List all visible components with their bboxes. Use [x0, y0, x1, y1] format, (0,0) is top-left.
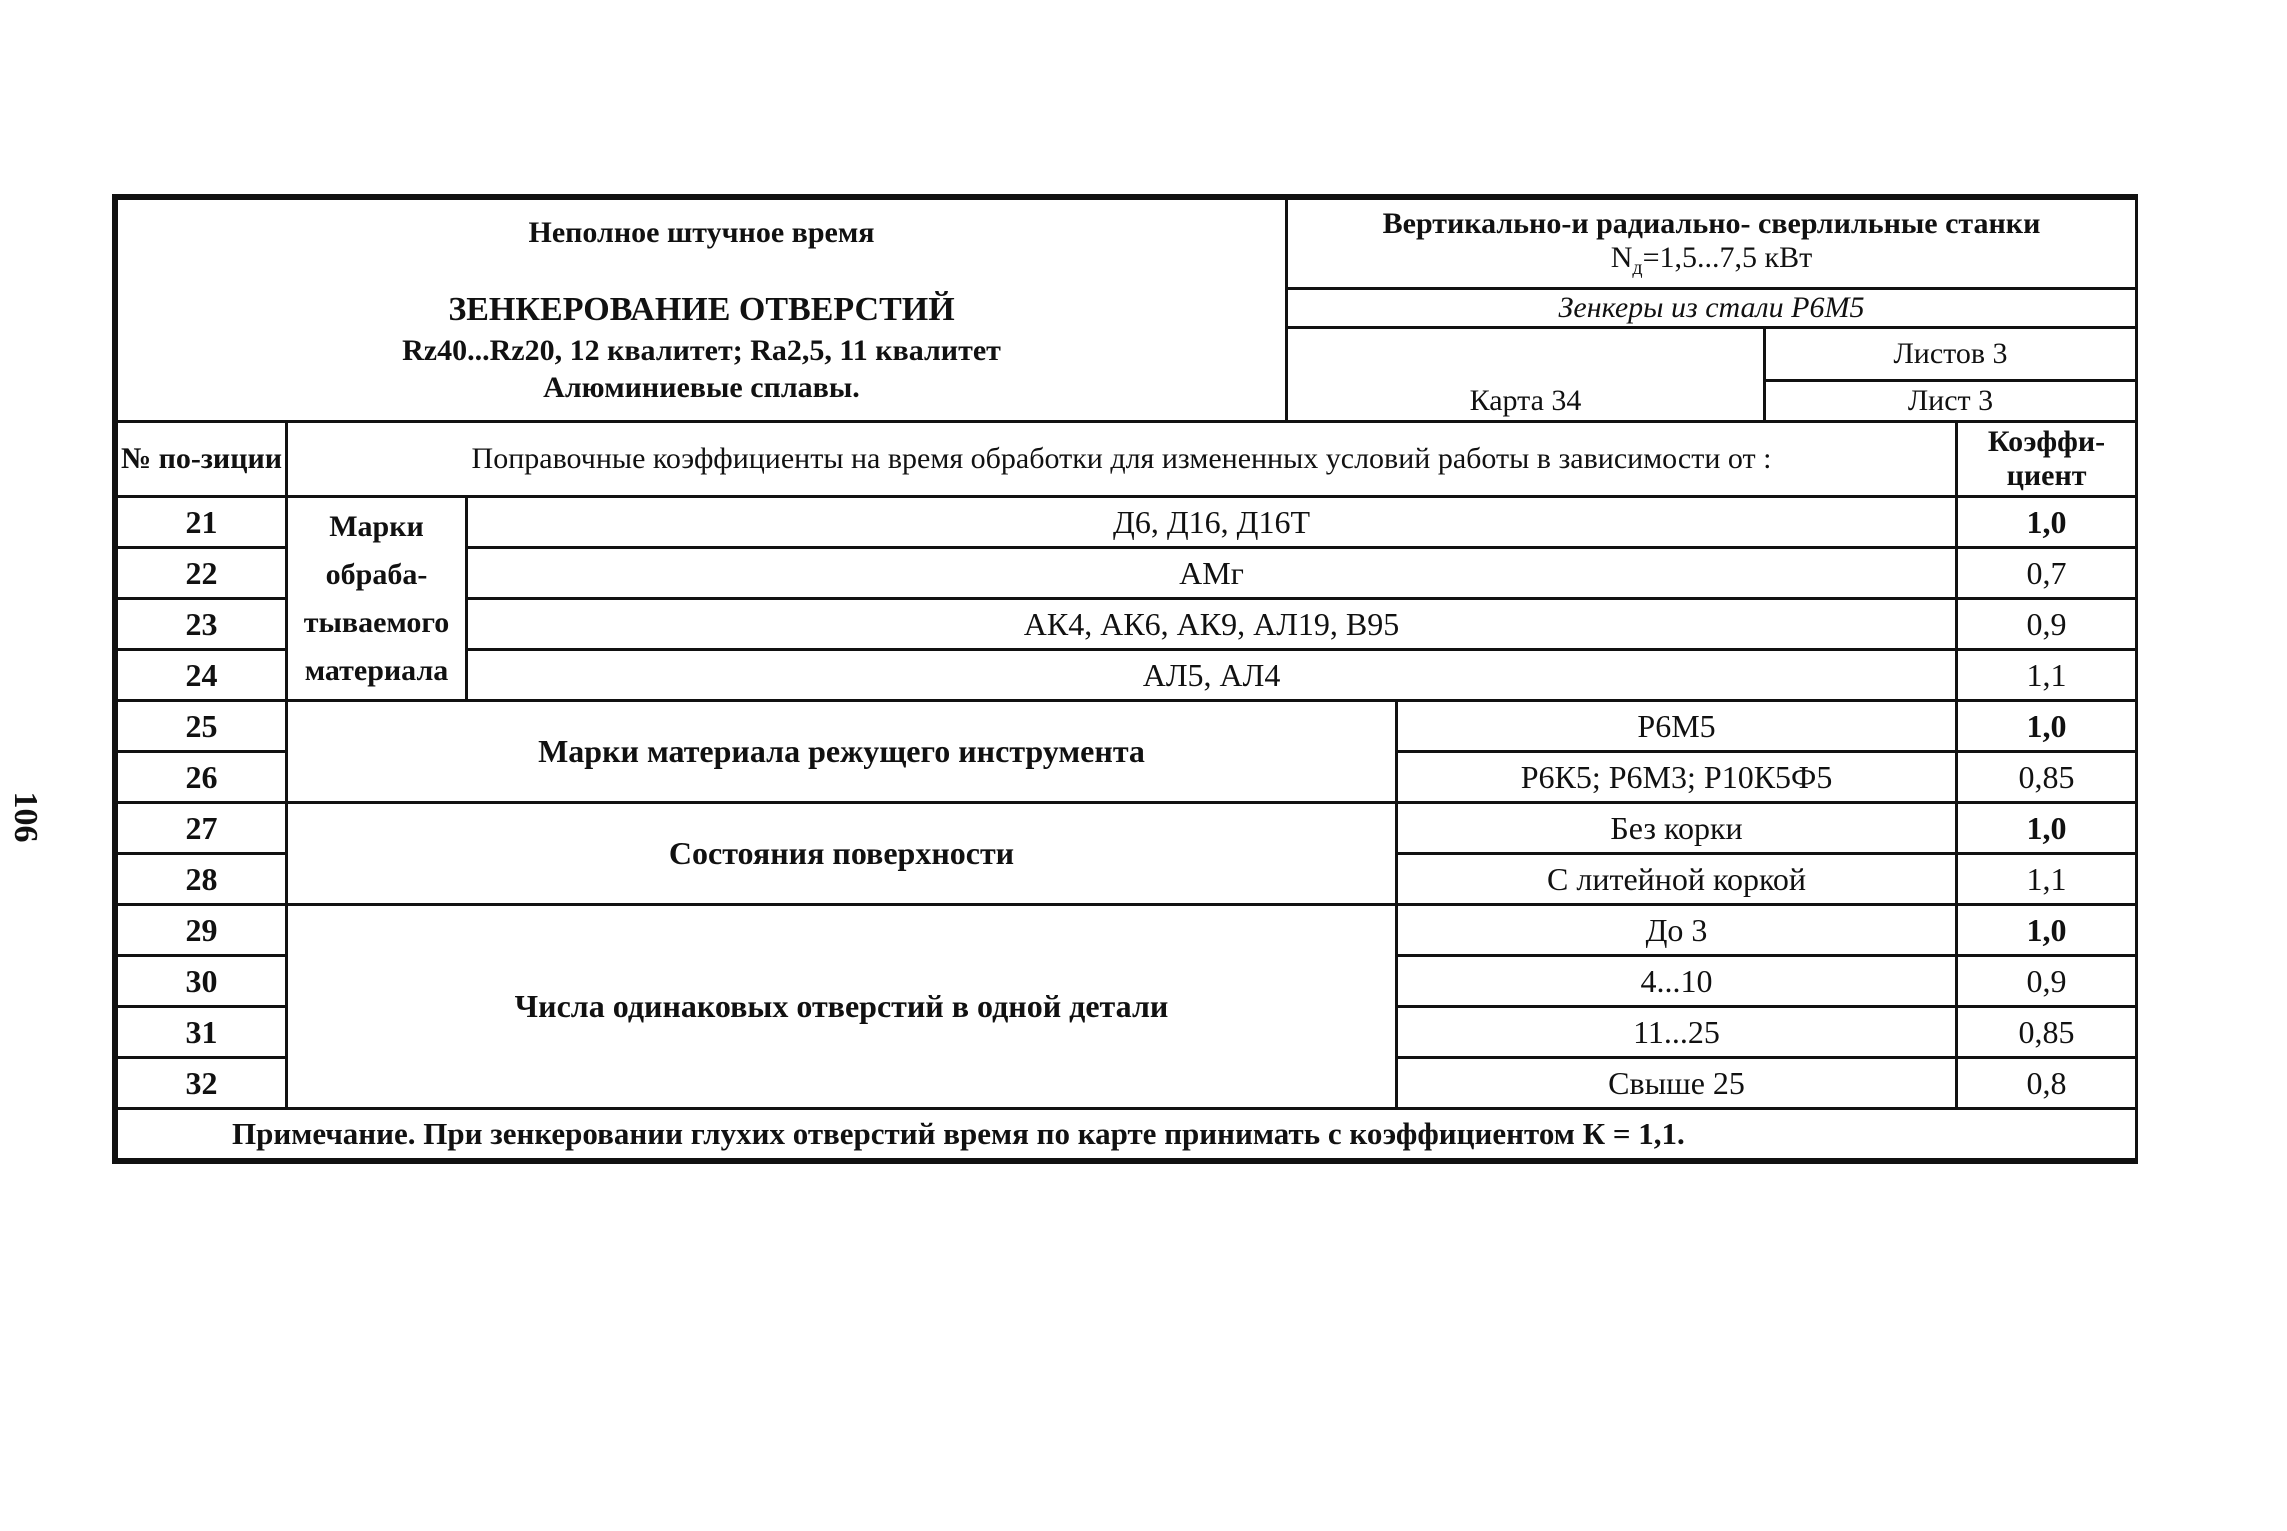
table-row	[117, 497, 2137, 548]
row-coefficient: 0,9	[1957, 956, 2137, 1007]
row-coefficient: 0,7	[1957, 548, 2137, 599]
header-material: Алюминиевые сплавы.	[543, 371, 860, 404]
row-coefficient: 0,85	[1957, 752, 2137, 803]
row-position: 26	[117, 752, 287, 803]
coefficients-table	[115, 423, 2138, 1161]
row-coefficient: 1,1	[1957, 650, 2137, 701]
table-row	[117, 803, 2137, 854]
row-value: С литейной коркой	[1397, 854, 1957, 905]
norm-card	[112, 194, 2138, 1164]
row-coefficient: 1,0	[1957, 497, 2137, 548]
column-header-position: № по-зиции	[117, 423, 287, 497]
row-coefficient: 0,8	[1957, 1058, 2137, 1109]
header-machine-cell	[1287, 199, 2137, 289]
table-row	[117, 905, 2137, 956]
table-row	[117, 701, 2137, 752]
header-left-block	[117, 199, 1287, 422]
row-position: 29	[117, 905, 287, 956]
row-value: Д6, Д16, Д16Т	[467, 497, 1957, 548]
header-sheet: Лист 3	[1765, 381, 2137, 422]
row-position: 22	[117, 548, 287, 599]
row-value: АЛ5, АЛ4	[467, 650, 1957, 701]
row-coefficient: 1,0	[1957, 803, 2137, 854]
row-coefficient: 0,9	[1957, 599, 2137, 650]
row-value: Свыше 25	[1397, 1058, 1957, 1109]
table-header-row	[117, 423, 2137, 497]
note-row	[117, 1109, 2137, 1160]
row-position: 24	[117, 650, 287, 701]
row-coefficient: 1,0	[1957, 905, 2137, 956]
row-value: Р6К5; Р6М3; Р10К5Ф5	[1397, 752, 1957, 803]
row-position: 27	[117, 803, 287, 854]
row-value: Без корки	[1397, 803, 1957, 854]
row-value: АМг	[467, 548, 1957, 599]
column-header-coefficient: Коэффи-циент	[1957, 423, 2137, 497]
header-machine: Вертикально-и радиально- сверлильные станки	[1382, 206, 2041, 240]
group-hole-count: Числа одинаковых отверстий в одной детали	[287, 905, 1397, 1109]
row-value: 4...10	[1397, 956, 1957, 1007]
note-text: Примечание. При зенкеровании глухих отверстий время по карте принимать с коэффициентом К = 1,1.	[117, 1109, 2137, 1160]
row-value: До 3	[1397, 905, 1957, 956]
header-subtitle: Rz40...Rz20, 12 квалитет; Ra2,5, 11 квалитет	[402, 333, 1001, 367]
row-position: 21	[117, 497, 287, 548]
header-tool: Зенкеры из стали Р6М5	[1287, 289, 2137, 328]
card-header	[115, 197, 2138, 423]
row-position: 28	[117, 854, 287, 905]
group-tool-material: Марки материала режущего инструмента	[287, 701, 1397, 803]
header-line1: Неполное штучное время	[528, 215, 875, 249]
header-power: $N_д=1,5...7,5$ кВт	[1610, 241, 1813, 280]
group-surface-condition: Состояния поверхности	[287, 803, 1397, 905]
column-header-description: Поправочные коэффициенты на время обработки для измененных условий работы в зависимости от :	[287, 423, 1957, 497]
row-position: 30	[117, 956, 287, 1007]
row-value: АК4, АК6, АК9, АЛ19, В95	[467, 599, 1957, 650]
header-sheets-total: Листов 3	[1765, 328, 2137, 381]
row-coefficient: 0,85	[1957, 1007, 2137, 1058]
row-position: 25	[117, 701, 287, 752]
page-number: 106	[7, 791, 44, 843]
header-card-number: Карта 34	[1287, 328, 1765, 422]
row-position: 23	[117, 599, 287, 650]
row-position: 32	[117, 1058, 287, 1109]
header-title: ЗЕНКЕРОВАНИЕ ОТВЕРСТИЙ	[448, 291, 955, 328]
row-coefficient: 1,0	[1957, 701, 2137, 752]
group-workpiece-material: Марки обраба- тываемого материала	[287, 497, 467, 701]
row-value: Р6М5	[1397, 701, 1957, 752]
row-coefficient: 1,1	[1957, 854, 2137, 905]
row-position: 31	[117, 1007, 287, 1058]
row-value: 11...25	[1397, 1007, 1957, 1058]
